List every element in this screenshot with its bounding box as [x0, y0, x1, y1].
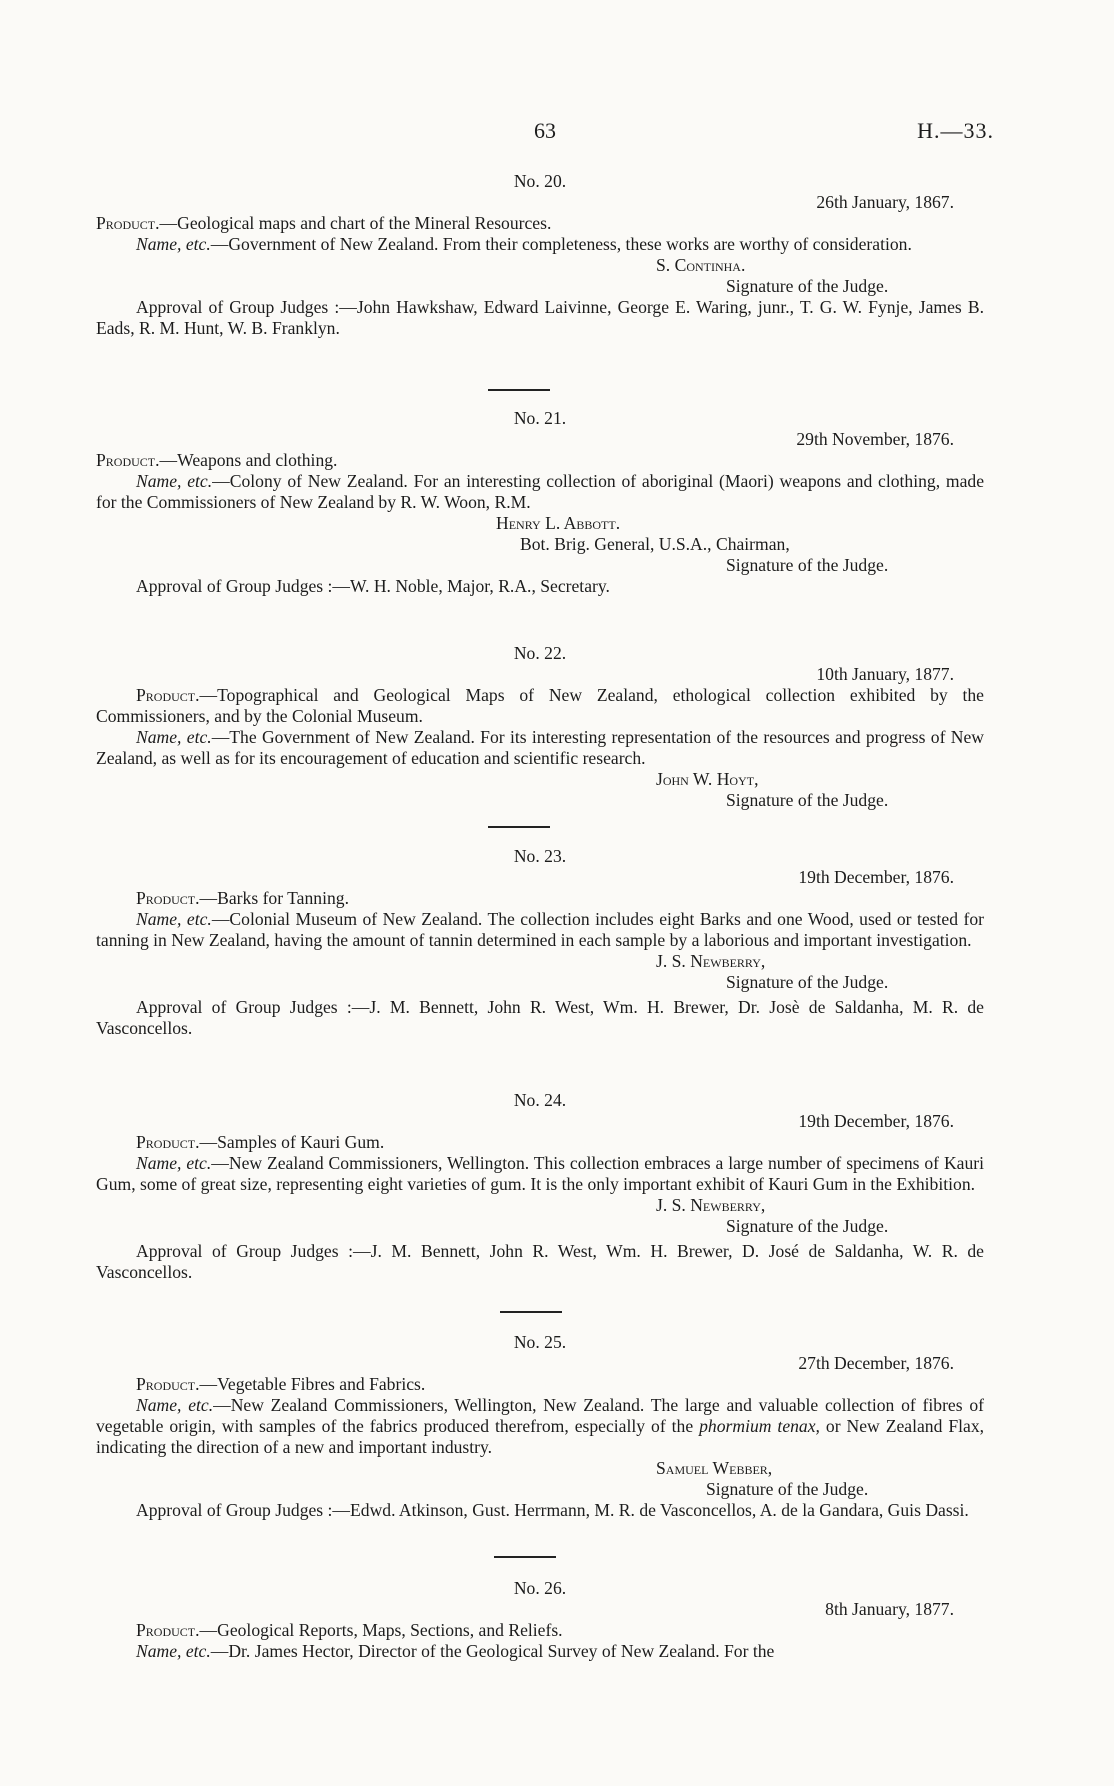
signature-caption: Signature of the Judge.: [726, 790, 889, 810]
product-text: —Samples of Kauri Gum.: [199, 1132, 385, 1152]
judge-signature: Henry L. Abbott.: [496, 513, 621, 533]
approval-text: Approval of Group Judges :—Edwd. Atkinson, Gust. Herrmann, M. R. de Vasconcellos, A. de la Gandara, Guis Dassi.: [136, 1500, 969, 1520]
product-label: Product.: [136, 888, 200, 908]
name-text-end: or New Zealand Flax, indicating the direction of a new and important industry.: [96, 1416, 985, 1457]
name-text: —New Zealand Commissioners, Wellington. This collection embraces a large number of specimens of Kauri Gum, some of great size, representing eight varieties of gum. It is the only important exhibit of Kauri Gum in the Exhibition.: [96, 1153, 984, 1194]
name-label: Name, etc.: [136, 1153, 212, 1173]
entry-number: No. 25.: [513, 1332, 567, 1352]
page-number: 63: [534, 118, 556, 143]
judge-signature: J. S. Newberry,: [656, 951, 766, 971]
entry-number: No. 24.: [513, 1090, 567, 1110]
signature-caption: Signature of the Judge.: [726, 972, 889, 992]
divider-rule: [500, 1311, 562, 1313]
judge-rank: Bot. Brig. General, U.S.A., Chairman,: [520, 534, 790, 554]
species-name: phormium tenax,: [699, 1416, 820, 1436]
approval-text: Approval of Group Judges :—J. M. Bennett, John R. West, Wm. H. Brewer, Dr. Josè de Saldanha, M. R. de Vasconcellos.: [96, 997, 984, 1038]
name-text: —Dr. James Hector, Director of the Geological Survey of New Zealand. For the: [210, 1641, 775, 1661]
entry-date: 26th January, 1867.: [816, 192, 954, 212]
name-label: Name, etc.: [136, 909, 212, 929]
judge-signature: John W. Hoyt,: [656, 769, 759, 789]
judge-signature: Samuel Webber,: [656, 1458, 773, 1478]
product-text: —Geological Reports, Maps, Sections, and Reliefs.: [199, 1620, 563, 1640]
document-reference: H.—33.: [917, 118, 994, 143]
name-label: Name, etc.: [136, 1395, 214, 1415]
approval-text: Approval of Group Judges :—W. H. Noble, Major, R.A., Secretary.: [136, 576, 610, 596]
product-label: Product.: [96, 450, 160, 470]
name-text: —The Government of New Zealand. For its interesting representation of the resources and progress of New Zealand, as well as for its encouragement of education and scientific research.: [96, 727, 984, 768]
entry-date: 19th December, 1876.: [798, 867, 954, 887]
award-entry-25: [96, 1332, 984, 1521]
name-text: —Colonial Museum of New Zealand. The collection includes eight Barks and one Wood, used or tested for tanning in New Zealand, having the amount of tannin determined in each sample by a laborious and important investigation.: [96, 909, 984, 950]
name-text: —Government of New Zealand. From their completeness, these works are worthy of consideration.: [210, 234, 912, 254]
entry-date: 19th December, 1876.: [798, 1111, 954, 1131]
entry-date: 8th January, 1877.: [825, 1599, 954, 1619]
award-entry-23: [96, 846, 984, 1039]
signature-caption: Signature of the Judge.: [726, 1216, 889, 1236]
entry-date: 27th December, 1876.: [798, 1353, 954, 1373]
signature-caption: Signature of the Judge.: [726, 276, 889, 296]
signature-caption: Signature of the Judge.: [726, 555, 889, 575]
product-text: —Geological maps and chart of the Mineral Resources.: [159, 213, 552, 233]
judge-signature: J. S. Newberry,: [656, 1195, 766, 1215]
product-label: Product.: [136, 1374, 200, 1394]
award-entry-21: [96, 408, 984, 597]
name-text: —New Zealand Commissioners, Wellington, New Zealand. The large and valuable collection of fibres of vegetable origin, with samples of the fabrics produced therefrom, especially of the: [96, 1395, 984, 1436]
award-entry-26: [96, 1578, 984, 1662]
divider-rule: [488, 826, 550, 828]
product-label: Product.: [136, 1620, 200, 1640]
entry-date: 10th January, 1877.: [816, 664, 954, 684]
divider-rule: [488, 389, 550, 391]
product-text: —Barks for Tanning.: [199, 888, 349, 908]
product-label: Product.: [96, 213, 160, 233]
award-entry-22: [96, 643, 984, 811]
divider-rule: [494, 1556, 556, 1558]
award-entry-20: [96, 171, 984, 339]
judge-signature: S. Continha.: [656, 255, 746, 275]
name-label: Name, etc.: [136, 234, 211, 254]
entry-number: No. 21.: [513, 408, 567, 428]
entry-number: No. 26.: [513, 1578, 567, 1598]
page-header: [96, 118, 994, 148]
product-text: —Topographical and Geological Maps of New Zealand, ethological collection exhibited by the Commissioners, and by the Colonial Museum.: [96, 685, 984, 726]
entry-number: No. 22.: [513, 643, 567, 663]
signature-caption: Signature of the Judge.: [706, 1479, 869, 1499]
entry-date: 29th November, 1876.: [796, 429, 954, 449]
entry-number: No. 20.: [513, 171, 567, 191]
name-text: —Colony of New Zealand. For an interesting collection of aboriginal (Maori) weapons and clothing, made for the Commissioners of New Zealand by R. W. Woon, R.M.: [96, 471, 984, 512]
product-label: Product.: [136, 1132, 200, 1152]
approval-text: Approval of Group Judges :—John Hawkshaw, Edward Laivinne, George E. Waring, junr., T. G. W. Fynje, James B. Eads, R. M. Hunt, W. B. Franklyn.: [96, 297, 984, 338]
award-entry-24: [96, 1090, 984, 1283]
name-label: Name, etc.: [136, 1641, 211, 1661]
entry-number: No. 23.: [513, 846, 567, 866]
name-label: Name, etc.: [136, 471, 213, 491]
product-text: —Weapons and clothing.: [159, 450, 338, 470]
product-text: —Vegetable Fibres and Fabrics.: [199, 1374, 426, 1394]
product-label: Product.: [136, 685, 200, 705]
approval-text: Approval of Group Judges :—J. M. Bennett, John R. West, Wm. H. Brewer, D. José de Saldanha, W. R. de Vasconcellos.: [96, 1241, 984, 1282]
name-label: Name, etc.: [136, 727, 212, 747]
